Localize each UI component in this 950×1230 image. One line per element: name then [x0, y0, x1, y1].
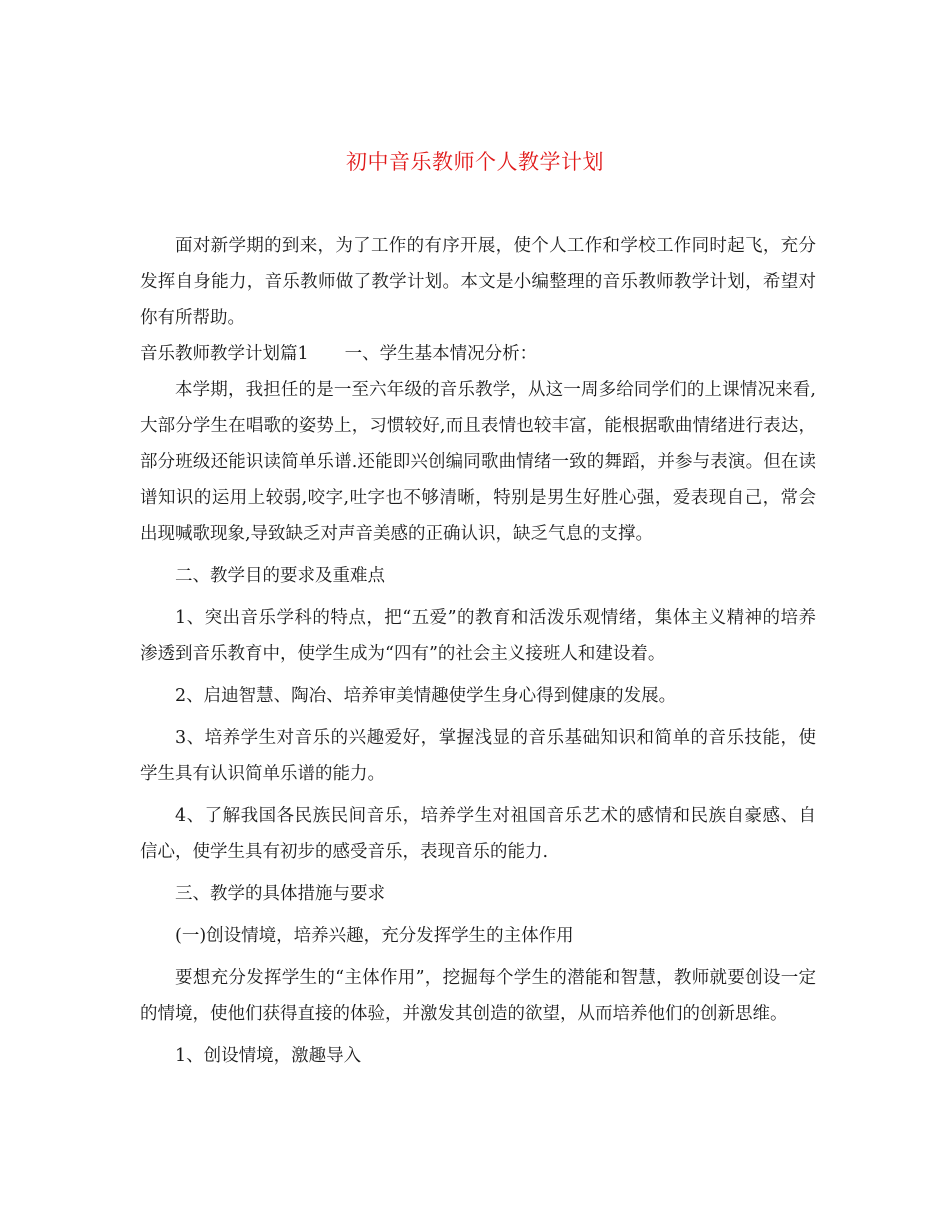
sub-item-1: 1、创设情境，激趣导入 — [175, 1046, 362, 1066]
goal-item-2: 2、启迪智慧、陶冶、培养审美情趣使学生身心得到健康的发展。 — [175, 686, 677, 706]
section-heading-line — [140, 336, 816, 372]
document-body — [140, 228, 816, 1074]
goal-item-3: 3、培养学生对音乐的兴趣爱好，掌握浅显的音乐基础知识和简单的音乐技能，使学生具有认识简单乐谱的能力。 — [140, 728, 816, 784]
measures-paragraph: 要想充分发挥学生的“主体作用”，挖掘每个学生的潜能和智慧，教师就要创设一定的情境，使他们获得直接的体验，并激发其创造的欲望，从而培养他们的创新思维。 — [140, 968, 816, 1024]
document-title: 初中音乐教师个人教学计划 — [346, 150, 604, 174]
goal-item-1: 1、突出音乐学科的特点，把“五爱”的教育和活泼乐观情绪，集体主义精神的培养渗透到音乐教育中，使学生成为“四有”的社会主义接班人和建设着。 — [140, 608, 816, 664]
intro-paragraph: 面对新学期的到来，为了工作的有序开展，使个人工作和学校工作同时起飞，充分发挥自身能力，音乐教师做了教学计划。本文是小编整理的音乐教师教学计划，希望对你有所帮助。 — [140, 236, 816, 328]
section-heading-2: 二、教学目的要求及重难点 — [175, 566, 385, 586]
section-heading-3: 三、教学的具体措施与要求 — [175, 884, 385, 904]
section-heading-1: 一、学生基本情况分析： — [344, 344, 538, 364]
student-analysis-paragraph: 本学期，我担任的是一至六年级的音乐教学，从这一周多给同学们的上课情况来看,大部分学生在唱歌的姿势上，习惯较好,而且表情也较丰富，能根据歌曲情绪进行表达，部分班级还能识读简单乐谱.还能即兴创编同歌曲情绪一致的舞蹈，并参与表演。但在读谱知识的运用上较弱,咬字,吐字也不够清晰，特别是男生好胜心强，爱表现自己，常会出现喊歌现象,导致缺乏对声音美感的正确认识，缺乏气息的支撑。 — [140, 380, 816, 544]
sub-heading-1: (一)创设情境，培养兴趣，充分发挥学生的主体作用 — [175, 926, 574, 946]
goal-item-4: 4、了解我国各民族民间音乐，培养学生对祖国音乐艺术的感情和民族自豪感、自信心，使学生具有初步的感受音乐，表现音乐的能力. — [140, 806, 816, 862]
section-label: 音乐教师教学计划篇1 — [140, 344, 309, 364]
